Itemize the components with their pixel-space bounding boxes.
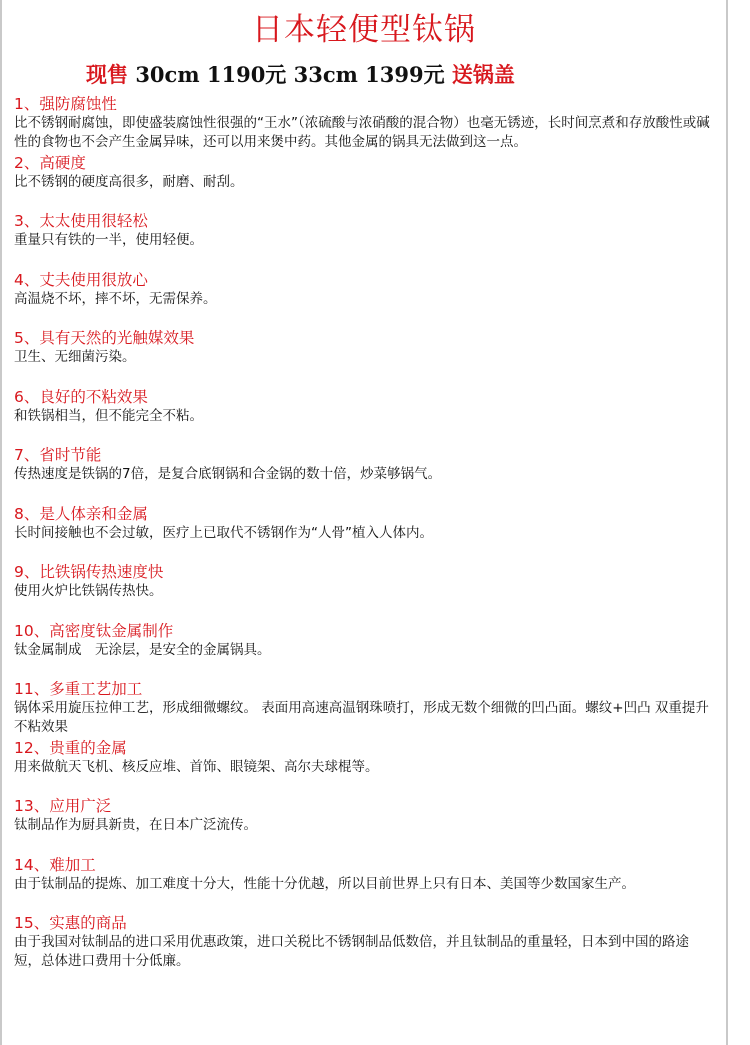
feature-desc: 钛金属制成 无涂层，是安全的金属锅具。	[14, 641, 271, 658]
feature-title: 4、丈夫使用很放心	[14, 270, 148, 289]
promo-line	[86, 60, 515, 90]
feature-item	[14, 562, 714, 621]
feature-title: 10、高密度钛金属制作	[14, 621, 174, 640]
feature-item	[14, 153, 714, 212]
promo-gift: 送锅盖	[451, 63, 515, 87]
feature-title: 5、具有天然的光触媒效果	[14, 329, 195, 347]
feature-item	[14, 94, 714, 153]
feature-desc: 卫生、无细菌污染。	[14, 349, 136, 365]
promo-lead: 现售	[86, 63, 128, 87]
feature-title: 7、省时节能	[14, 446, 102, 464]
page-title: 日本轻便型钛锅	[252, 12, 476, 48]
feature-item	[14, 738, 714, 797]
feature-desc: 和铁锅相当，但不能完全不粘。	[14, 407, 203, 424]
feature-title: 2、高硬度	[14, 153, 86, 172]
feature-title: 3、太太使用很轻松	[14, 212, 148, 230]
promo-prices: 30cm 1190元 33cm 1399元	[135, 62, 445, 87]
feature-desc: 比不锈钢耐腐蚀，即使盛装腐蚀性很强的“王水”（浓硫酸与浓硝酸的混合物）也毫无锈迹，长时间烹煮和存放酸性或碱性的食物也不会产生金属异味，还可以用来煲中药。其他金属的锅具无法做到这一点。	[14, 115, 710, 150]
feature-desc: 比不锈钢的硬度高很多，耐磨、耐刮。	[14, 173, 244, 190]
feature-title: 6、良好的不粘效果	[14, 387, 148, 406]
feature-title: 15、实惠的商品	[14, 914, 127, 932]
feature-desc: 锅体采用旋压拉伸工艺，形成细微螺纹。 表面用高速高温钢珠喷打，形成无数个细微的凹凸面。螺纹+凹凸 双重提升不粘效果	[14, 700, 709, 735]
feature-desc: 传热速度是铁锅的7倍，是复合底钢锅和合金锅的数十倍，炒菜够锅气。	[14, 466, 442, 482]
feature-item	[14, 211, 714, 270]
feature-desc: 高温烧不坏，摔不坏，无需保养。	[14, 290, 217, 307]
feature-title: 12、贵重的金属	[14, 738, 127, 757]
feature-desc: 钛制品作为厨具新贵，在日本广泛流传。	[14, 817, 257, 833]
feature-title: 9、比铁锅传热速度快	[14, 563, 164, 581]
feature-title: 8、是人体亲和金属	[14, 504, 148, 523]
feature-desc: 用来做航天飞机、核反应堆、首饰、眼镜架、高尔夫球棍等。	[14, 758, 379, 775]
feature-desc: 重量只有铁的一半，使用轻便。	[14, 232, 203, 248]
feature-title: 1、强防腐蚀性	[14, 95, 117, 113]
feature-item	[14, 913, 714, 972]
feature-item	[14, 679, 714, 738]
feature-desc: 长时间接触也不会过敏，医疗上已取代不锈钢作为“人骨”植入人体内。	[14, 524, 433, 541]
feature-item	[14, 270, 714, 329]
feature-item	[14, 504, 714, 563]
feature-title: 13、应用广泛	[14, 797, 112, 815]
feature-item	[14, 387, 714, 446]
feature-item	[14, 796, 714, 855]
feature-title: 14、难加工	[14, 855, 96, 874]
feature-desc: 由于我国对钛制品的进口采用优惠政策，进口关税比不锈钢制品低数倍，并且钛制品的重量轻，日本到中国的路途短，总体进口费用十分低廉。	[14, 934, 689, 969]
feature-item	[14, 328, 714, 387]
feature-item	[14, 855, 714, 914]
feature-list	[14, 94, 714, 972]
feature-desc: 由于钛制品的提炼、加工难度十分大，性能十分优越，所以目前世界上只有日本、美国等少数国家生产。	[14, 875, 635, 892]
feature-desc: 使用火炉比铁锅传热快。	[14, 583, 163, 599]
feature-item	[14, 445, 714, 504]
feature-item	[14, 621, 714, 680]
feature-title: 11、多重工艺加工	[14, 680, 143, 698]
